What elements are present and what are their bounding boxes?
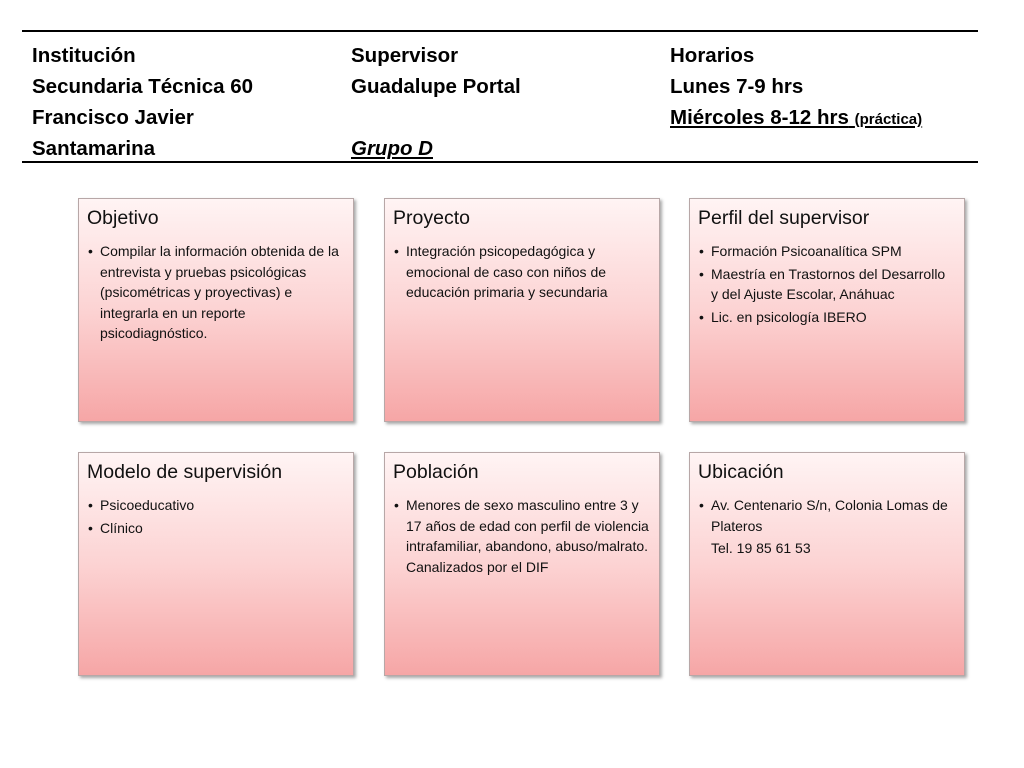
card-objetivo (78, 198, 354, 422)
card-title: Objetivo (87, 207, 159, 229)
card-title: Modelo de supervisión (87, 461, 283, 483)
list-item: • Clínico (87, 518, 343, 539)
card-perfil (689, 198, 965, 422)
horario-miercoles-text: Miércoles 8-12 hrs (670, 106, 849, 129)
institucion-line: Secundaria Técnica 60 (32, 75, 254, 98)
institucion-column (32, 40, 253, 164)
card-list (87, 495, 343, 538)
header-table (22, 30, 978, 163)
card-list (698, 495, 954, 536)
list-item: • Menores de sexo masculino entre 3 y 17 años de edad con perfil de violencia intrafamiliar, abandono, abuso/malrato. Canalizados por el DIF (393, 495, 649, 577)
horarios-column (670, 40, 922, 135)
list-item: • Lic. en psicología IBERO (698, 307, 954, 328)
institucion-title: Institución (32, 44, 136, 67)
card-modelo (78, 452, 354, 676)
card-list (393, 495, 649, 577)
horario-lunes: Lunes 7-9 hrs (670, 75, 804, 98)
card-title: Proyecto (393, 207, 470, 229)
institucion-line: Francisco Javier (32, 106, 194, 129)
card-proyecto (384, 198, 660, 422)
horarios-title: Horarios (670, 44, 755, 67)
grupo-label: Grupo D (351, 137, 433, 160)
card-title: Población (393, 461, 479, 483)
list-item: • Av. Centenario S/n, Colonia Lomas de Plateros (698, 495, 954, 536)
list-item: • Integración psicopedagógica y emocional de caso con niños de educación primaria y secundaria (393, 241, 649, 303)
institucion-line: Santamarina (32, 137, 156, 160)
card-poblacion (384, 452, 660, 676)
supervisor-column (351, 40, 521, 164)
card-list (393, 241, 649, 303)
horario-miercoles (670, 102, 922, 135)
list-item: • Maestría en Trastornos del Desarrollo y del Ajuste Escolar, Anáhuac (698, 264, 954, 305)
card-title: Ubicación (698, 461, 784, 483)
card-list (698, 241, 954, 327)
list-item: • Formación Psicoanalítica SPM (698, 241, 954, 262)
list-item: • Psicoeducativo (87, 495, 343, 516)
supervisor-title: Supervisor (351, 44, 459, 67)
card-list (87, 241, 343, 344)
horario-note: (práctica) (854, 111, 923, 128)
card-title: Perfil del supervisor (698, 207, 870, 229)
telefono: Tel. 19 85 61 53 (711, 540, 811, 556)
list-item: • Compilar la información obtenida de la entrevista y pruebas psicológicas (psicométricas y proyectivas) e integrarla en un reporte psicodiagnóstico. (87, 241, 343, 344)
supervisor-name: Guadalupe Portal (351, 75, 521, 98)
card-ubicacion (689, 452, 965, 676)
